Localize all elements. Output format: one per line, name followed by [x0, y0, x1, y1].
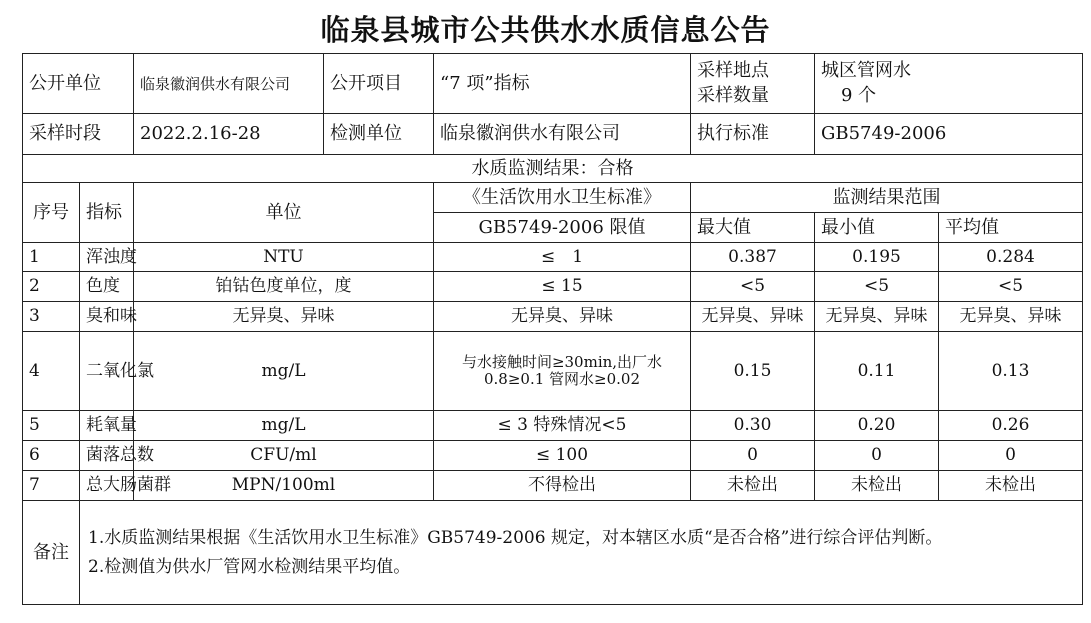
- row-limit: ≤ 100: [434, 441, 691, 471]
- row-unit: CFU/ml: [134, 441, 434, 471]
- row-no: 3: [23, 302, 80, 332]
- row-limit: ≤ 3 特殊情况<5: [434, 411, 691, 441]
- table-row: [23, 332, 1083, 411]
- lab-value: 临泉徽润供水有限公司: [434, 114, 691, 155]
- row-limit: 无异臭、异味: [434, 302, 691, 332]
- notes-label: 备注: [23, 501, 80, 605]
- row-indicator: 菌落总数: [80, 441, 134, 471]
- row-min: 无异臭、异味: [815, 302, 939, 332]
- row-max: 无异臭、异味: [691, 302, 815, 332]
- row-no: 2: [23, 272, 80, 302]
- col-header-indicator: 指标: [80, 183, 134, 243]
- table-row: [23, 441, 1083, 471]
- table-row: [23, 411, 1083, 441]
- sampling-period-value: 2022.2.16-28: [134, 114, 324, 155]
- project-label: 公开项目: [324, 54, 434, 114]
- row-indicator: 耗氧量: [80, 411, 134, 441]
- row-indicator: 总大肠菌群: [80, 471, 134, 501]
- row-min: 0.20: [815, 411, 939, 441]
- col-header-limit-2: GB5749-2006 限值: [434, 213, 691, 243]
- row-unit: MPN/100ml: [134, 471, 434, 501]
- row-unit: NTU: [134, 243, 434, 272]
- row-indicator: 浑浊度: [80, 243, 134, 272]
- col-header-range: 监测结果范围: [691, 183, 1083, 213]
- note-line-1: 1.水质监测结果根据《生活饮用水卫生标准》GB5749-2006 规定，对本辖区水质“是否合格”进行综合评估判断。: [88, 527, 943, 548]
- row-avg: <5: [939, 272, 1083, 302]
- row-indicator: 二氧化氯: [80, 332, 134, 411]
- notes-row: [23, 501, 1083, 605]
- sampling-site-count-values: [815, 54, 1083, 114]
- row-avg: 0.13: [939, 332, 1083, 411]
- header-row-1: [23, 183, 1083, 213]
- standard-label: 执行标准: [691, 114, 815, 155]
- publisher-label: 公开单位: [23, 54, 134, 114]
- col-header-max: 最大值: [691, 213, 815, 243]
- row-unit: 无异臭、异味: [134, 302, 434, 332]
- row-max: 未检出: [691, 471, 815, 501]
- col-header-no: 序号: [23, 183, 80, 243]
- project-value: “7 项”指标: [434, 54, 691, 114]
- row-min: 0.195: [815, 243, 939, 272]
- row-avg: 0: [939, 441, 1083, 471]
- row-no: 6: [23, 441, 80, 471]
- row-no: 5: [23, 411, 80, 441]
- row-avg: 无异臭、异味: [939, 302, 1083, 332]
- note-line-2: 2.检测值为供水厂管网水检测结果平均值。: [88, 556, 411, 577]
- publisher-value: 临泉徽润供水有限公司: [134, 54, 324, 114]
- table-row: [23, 272, 1083, 302]
- table-row: [23, 243, 1083, 272]
- table-row: [23, 302, 1083, 332]
- info-row-2: [23, 114, 1083, 155]
- row-unit: mg/L: [134, 411, 434, 441]
- row-avg: 0.26: [939, 411, 1083, 441]
- water-quality-table: [22, 53, 1083, 605]
- row-limit: 与水接触时间≥30min,出厂水 0.8≥0.1 管网水≥0.02: [434, 332, 691, 411]
- table-row: [23, 471, 1083, 501]
- row-min: 0.11: [815, 332, 939, 411]
- col-header-limit-1: 《生活饮用水卫生标准》: [434, 183, 691, 213]
- row-indicator: 色度: [80, 272, 134, 302]
- row-min: <5: [815, 272, 939, 302]
- standard-value: GB5749-2006: [815, 114, 1083, 155]
- row-max: 0.387: [691, 243, 815, 272]
- notes-content: [80, 501, 1083, 605]
- sampling-count-value: 9 个: [841, 84, 877, 106]
- sampling-period-label: 采样时段: [23, 114, 134, 155]
- sampling-count-label: 采样数量: [697, 84, 769, 106]
- row-max: 0: [691, 441, 815, 471]
- row-limit: ≤ 1: [434, 243, 691, 272]
- row-no: 1: [23, 243, 80, 272]
- row-max: 0.15: [691, 332, 815, 411]
- sampling-site-label: 采样地点: [697, 60, 769, 82]
- row-avg: 未检出: [939, 471, 1083, 501]
- sampling-site-count-labels: [691, 54, 815, 114]
- result-summary: 水质监测结果：合格: [23, 155, 1083, 183]
- row-limit: 不得检出: [434, 471, 691, 501]
- col-header-min: 最小值: [815, 213, 939, 243]
- col-header-unit: 单位: [134, 183, 434, 243]
- row-min: 0: [815, 441, 939, 471]
- row-limit: ≤ 15: [434, 272, 691, 302]
- row-indicator: 臭和味: [80, 302, 134, 332]
- row-unit: mg/L: [134, 332, 434, 411]
- row-no: 4: [23, 332, 80, 411]
- sampling-site-value: 城区管网水: [821, 60, 911, 82]
- page-title: 临泉县城市公共供水水质信息公告: [320, 13, 771, 47]
- row-no: 7: [23, 471, 80, 501]
- col-header-avg: 平均值: [939, 213, 1083, 243]
- row-max: <5: [691, 272, 815, 302]
- lab-label: 检测单位: [324, 114, 434, 155]
- info-row-1: [23, 54, 1083, 114]
- row-max: 0.30: [691, 411, 815, 441]
- row-unit: 铂钴色度单位，度: [134, 272, 434, 302]
- row-min: 未检出: [815, 471, 939, 501]
- row-avg: 0.284: [939, 243, 1083, 272]
- result-row: [23, 155, 1083, 183]
